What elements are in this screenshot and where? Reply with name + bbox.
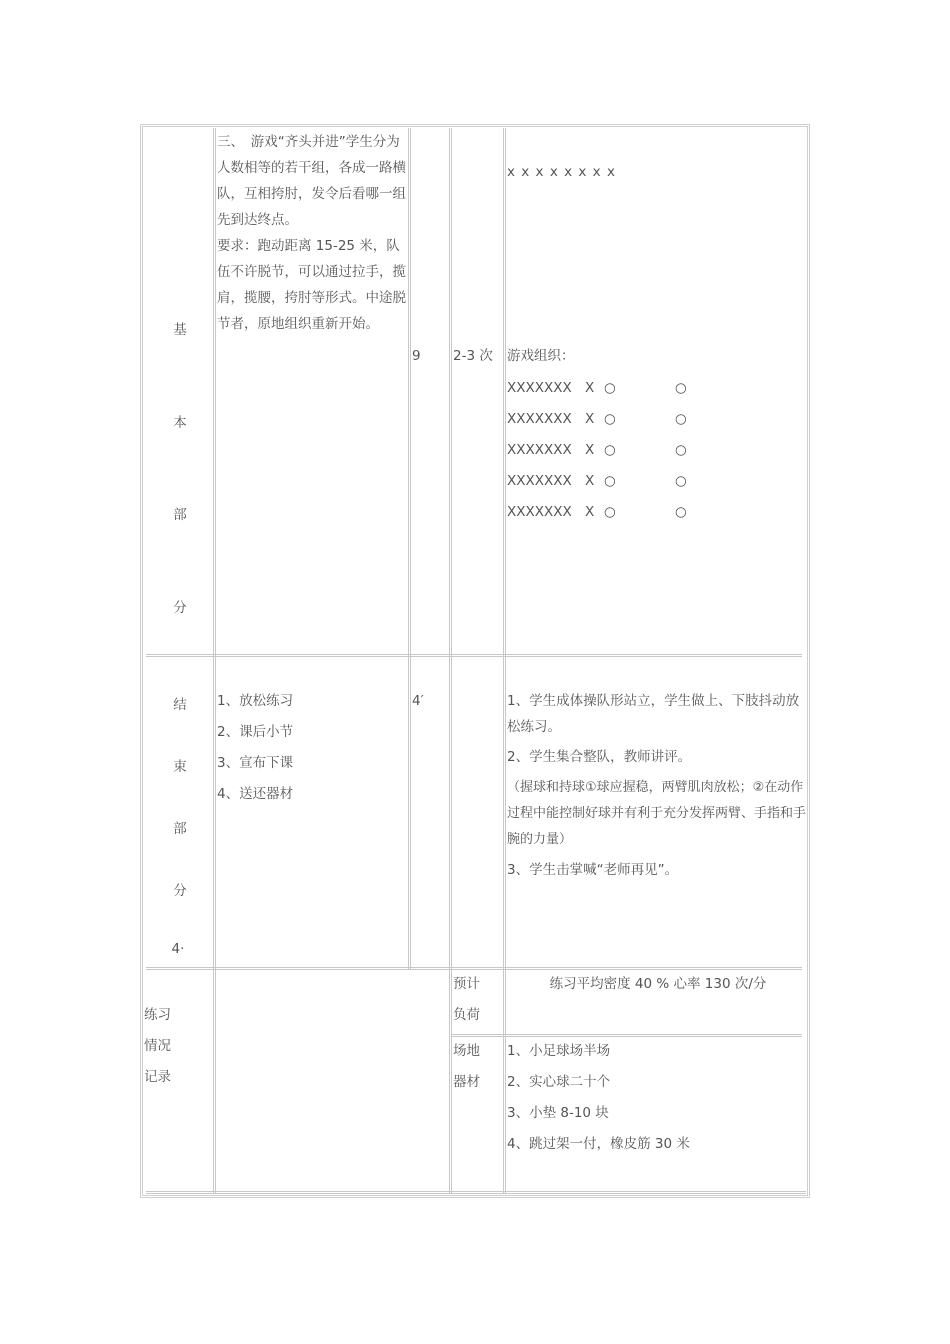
load-label: 预计 (453, 976, 480, 992)
ending-organization: 3、学生击掌喊“老师再见”。 (507, 862, 679, 878)
ending-organization: 2、学生集合整队，教师讲评。 (507, 749, 692, 765)
ending-organization-note: （握球和持球①球应握稳，两臂肌肉放松；②在动作过程中能控制好球并有利于充分发挥两臂、手指和手腕的力量） (507, 780, 807, 847)
ending-item: 1、放松练习 (217, 693, 294, 709)
ending-item: 4、送还器材 (217, 786, 294, 802)
circle-marker: ○ (604, 442, 616, 458)
expected-load-value: 练习平均密度 40 % 心率 130 次/分 (549, 976, 767, 992)
circle-marker: ○ (604, 380, 616, 396)
circle-marker: ○ (675, 411, 687, 427)
game-organization-label: 游戏组织： (507, 348, 575, 364)
equipment-item: 1、小足球场半场 (507, 1043, 611, 1059)
ending-side-char: 部 (173, 821, 187, 837)
circle-marker: ○ (604, 504, 616, 520)
circle-marker: ○ (675, 442, 687, 458)
equipment-item: 3、小垫 8-10 块 (507, 1105, 609, 1121)
leader-mark: X (585, 473, 595, 489)
basic-side-char: 分 (173, 600, 187, 616)
formation-top-row: x x x x x x x x (507, 164, 616, 180)
record-label: 记录 (144, 1069, 171, 1085)
record-label: 练习 (144, 1007, 171, 1023)
circle-marker: ○ (675, 473, 687, 489)
leader-mark: X (585, 504, 595, 520)
group-marks: XXXXXXX (507, 504, 572, 520)
ending-side-char: 结 (173, 697, 187, 713)
ending-side-char: 分 (173, 883, 187, 899)
column-divider (213, 128, 216, 1194)
ending-time: 4′ (412, 693, 424, 709)
leader-mark: X (585, 442, 595, 458)
row-divider (146, 654, 802, 657)
basic-side-char: 部 (173, 507, 187, 523)
equipment-item: 2、实心球二十个 (507, 1074, 611, 1090)
circle-marker: ○ (604, 473, 616, 489)
ending-item: 2、课后小节 (217, 724, 294, 740)
equipment-item: 4、跳过架一付，橡皮筋 30 米 (507, 1136, 690, 1152)
basic-side-char: 基 (173, 322, 187, 338)
group-marks: XXXXXXX (507, 411, 572, 427)
group-marks: XXXXXXX (507, 380, 572, 396)
game-requirements: 要求：跑动距离 15-25 米，队伍不许脱节，可以通过拉手，揽肩，揽腰，挎肘等形式。中途脱节者，原地组织重新开始。 (217, 238, 406, 332)
basic-side-char: 本 (173, 415, 187, 431)
game-description: 三、 游戏“齐头并进”学生分为人数相等的若干组，各成一路横队，互相挎肘，发令后看哪一组先到达终点。 (217, 134, 406, 228)
group-marks: XXXXXXX (507, 442, 572, 458)
venue-label: 场地 (453, 1043, 480, 1059)
ending-item: 3、宣布下课 (217, 755, 294, 771)
ending-side-char: 束 (173, 759, 187, 775)
basic-time: 9 (412, 348, 421, 364)
row-divider (452, 1034, 802, 1037)
row-divider (146, 1191, 806, 1194)
record-label: 情况 (144, 1038, 171, 1054)
basic-count: 2-3 次 (453, 348, 493, 364)
circle-marker: ○ (675, 504, 687, 520)
group-marks: XXXXXXX (507, 473, 572, 489)
load-label: 负荷 (453, 1007, 480, 1023)
leader-mark: X (585, 380, 595, 396)
venue-label: 器材 (453, 1074, 480, 1090)
ending-side-time: 4· (171, 941, 185, 957)
leader-mark: X (585, 411, 595, 427)
circle-marker: ○ (604, 411, 616, 427)
circle-marker: ○ (675, 380, 687, 396)
ending-organization: 1、学生成体操队形站立，学生做上、下肢抖动放松练习。 (507, 693, 800, 735)
